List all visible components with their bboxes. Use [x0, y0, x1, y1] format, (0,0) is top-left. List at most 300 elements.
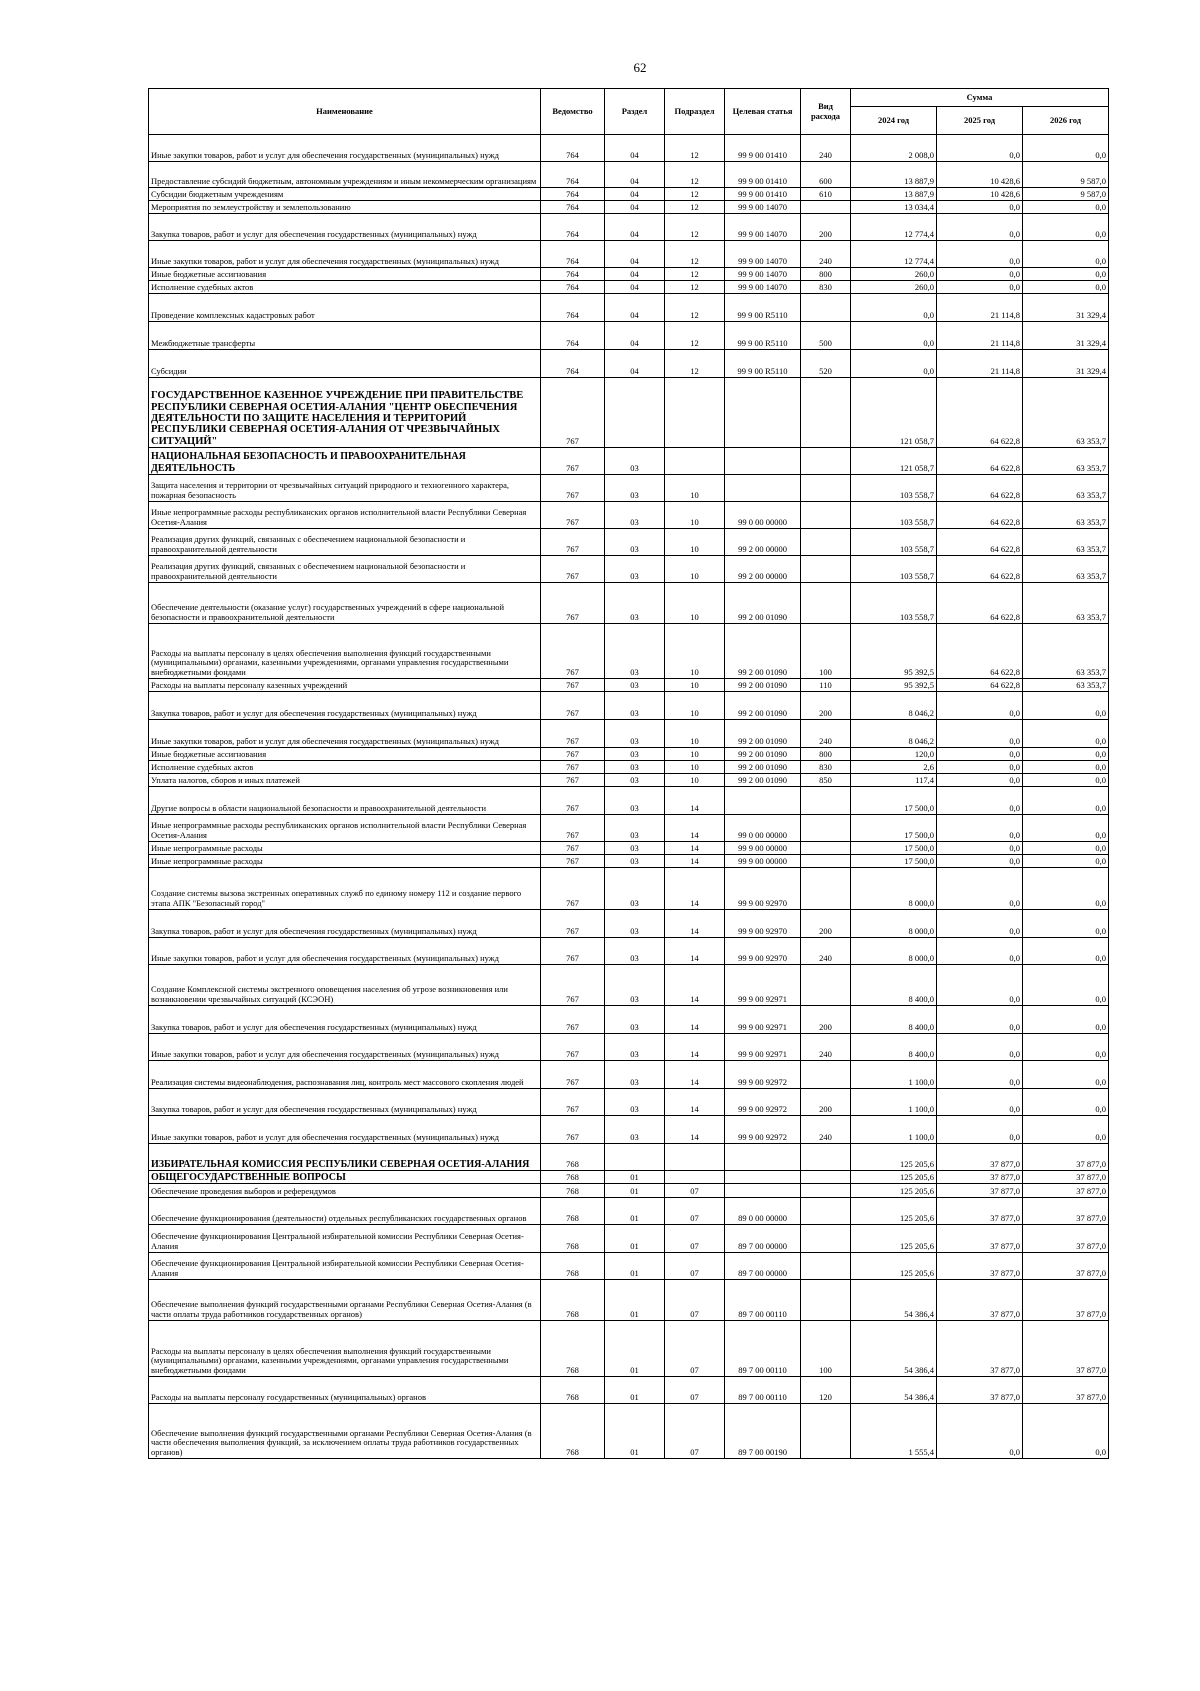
row-sum-2024: 17 500,0 — [851, 787, 937, 815]
row-sum-2024: 8 000,0 — [851, 910, 937, 938]
row-sum-2024: 8 046,2 — [851, 720, 937, 748]
row-vedomstvo: 767 — [541, 842, 605, 855]
row-vedomstvo: 764 — [541, 322, 605, 350]
row-podrazdel: 14 — [665, 910, 725, 938]
row-sum-2025: 0,0 — [937, 1404, 1023, 1459]
row-sum-2025: 64 622,8 — [937, 529, 1023, 556]
table-row — [149, 1225, 1109, 1253]
table-row — [149, 188, 1109, 201]
row-podrazdel: 12 — [665, 241, 725, 268]
row-podrazdel: 10 — [665, 502, 725, 529]
row-podrazdel: 10 — [665, 583, 725, 624]
row-vedomstvo: 767 — [541, 502, 605, 529]
row-podrazdel: 14 — [665, 787, 725, 815]
table-row — [149, 529, 1109, 556]
row-sum-2025: 37 877,0 — [937, 1377, 1023, 1404]
row-sum-2026: 37 877,0 — [1023, 1171, 1109, 1184]
row-vedomstvo: 767 — [541, 556, 605, 583]
row-sum-2025: 0,0 — [937, 965, 1023, 1006]
row-podrazdel: 14 — [665, 1034, 725, 1061]
row-sum-2024: 0,0 — [851, 322, 937, 350]
row-sum-2024: 1 100,0 — [851, 1089, 937, 1116]
row-sum-2026: 63 353,7 — [1023, 583, 1109, 624]
row-vedomstvo: 767 — [541, 1006, 605, 1034]
row-vedomstvo: 767 — [541, 1034, 605, 1061]
row-sum-2024: 103 558,7 — [851, 502, 937, 529]
row-sum-2025: 0,0 — [937, 761, 1023, 774]
table-row — [149, 692, 1109, 720]
row-vedomstvo: 767 — [541, 868, 605, 910]
row-celevaya-statya: 99 9 00 00000 — [725, 842, 801, 855]
row-razdel: 01 — [605, 1253, 665, 1280]
table-row — [149, 502, 1109, 529]
row-sum-2025: 0,0 — [937, 1061, 1023, 1089]
row-razdel: 01 — [605, 1280, 665, 1321]
header-2025: 2025 год — [937, 107, 1023, 135]
header-summa: Сумма — [851, 89, 1109, 107]
row-podrazdel: 14 — [665, 1061, 725, 1089]
row-sum-2026: 31 329,4 — [1023, 294, 1109, 322]
row-sum-2024: 8 000,0 — [851, 938, 937, 965]
table-row — [149, 350, 1109, 378]
row-sum-2025: 0,0 — [937, 774, 1023, 787]
row-sum-2026: 9 587,0 — [1023, 188, 1109, 201]
row-vedomstvo: 768 — [541, 1198, 605, 1225]
row-sum-2024: 121 058,7 — [851, 448, 937, 475]
row-sum-2024: 1 555,4 — [851, 1404, 937, 1459]
row-sum-2024: 12 774,4 — [851, 214, 937, 241]
row-name: Иные непрограммные расходы — [149, 855, 541, 868]
row-sum-2024: 8 046,2 — [851, 692, 937, 720]
row-celevaya-statya: 99 2 00 01090 — [725, 720, 801, 748]
row-vid-rashoda — [801, 378, 851, 448]
row-name: Обеспечение функционирования (деятельности) отдельных республиканских государственных органов — [149, 1198, 541, 1225]
row-name: Уплата налогов, сборов и иных платежей — [149, 774, 541, 787]
row-name: ИЗБИРАТЕЛЬНАЯ КОМИССИЯ РЕСПУБЛИКИ СЕВЕРНАЯ ОСЕТИЯ-АЛАНИЯ — [149, 1144, 541, 1171]
row-sum-2026: 0,0 — [1023, 268, 1109, 281]
row-sum-2026: 0,0 — [1023, 1006, 1109, 1034]
row-vedomstvo: 764 — [541, 268, 605, 281]
row-vid-rashoda — [801, 1171, 851, 1184]
row-vid-rashoda: 100 — [801, 624, 851, 679]
row-vedomstvo: 767 — [541, 965, 605, 1006]
row-vid-rashoda: 200 — [801, 692, 851, 720]
row-name: Субсидии бюджетным учреждениям — [149, 188, 541, 201]
row-podrazdel: 14 — [665, 855, 725, 868]
table-row — [149, 1089, 1109, 1116]
row-sum-2026: 63 353,7 — [1023, 502, 1109, 529]
row-vid-rashoda: 520 — [801, 350, 851, 378]
row-celevaya-statya: 99 9 00 R5110 — [725, 322, 801, 350]
row-vedomstvo: 767 — [541, 692, 605, 720]
row-vid-rashoda — [801, 855, 851, 868]
row-celevaya-statya — [725, 378, 801, 448]
row-podrazdel: 14 — [665, 842, 725, 855]
row-sum-2026: 63 353,7 — [1023, 556, 1109, 583]
table-row — [149, 624, 1109, 679]
row-celevaya-statya: 99 9 00 92971 — [725, 965, 801, 1006]
row-sum-2024: 13 887,9 — [851, 188, 937, 201]
table-row — [149, 475, 1109, 502]
row-name: Иные закупки товаров, работ и услуг для обеспечения государственных (муниципальных) нужд — [149, 720, 541, 748]
row-podrazdel: 07 — [665, 1404, 725, 1459]
row-name: Расходы на выплаты персоналу в целях обеспечения выполнения функций государственными (муниципальными) органами, казенными учреждениями, органами управления государственными внебюджетными фондами — [149, 624, 541, 679]
budget-table — [148, 88, 1109, 1459]
row-sum-2026: 0,0 — [1023, 281, 1109, 294]
row-vedomstvo: 764 — [541, 201, 605, 214]
row-vid-rashoda: 600 — [801, 162, 851, 188]
row-sum-2025: 0,0 — [937, 281, 1023, 294]
row-sum-2025: 0,0 — [937, 855, 1023, 868]
row-vedomstvo: 767 — [541, 1116, 605, 1144]
row-razdel: 03 — [605, 965, 665, 1006]
row-vid-rashoda: 850 — [801, 774, 851, 787]
row-podrazdel: 10 — [665, 692, 725, 720]
row-razdel: 04 — [605, 294, 665, 322]
row-celevaya-statya: 99 0 00 00000 — [725, 502, 801, 529]
row-sum-2026: 0,0 — [1023, 938, 1109, 965]
table-row — [149, 787, 1109, 815]
row-sum-2025: 37 877,0 — [937, 1321, 1023, 1377]
row-podrazdel: 10 — [665, 624, 725, 679]
row-sum-2025: 37 877,0 — [937, 1253, 1023, 1280]
row-vid-rashoda: 200 — [801, 1006, 851, 1034]
row-vid-rashoda: 100 — [801, 1321, 851, 1377]
row-razdel: 03 — [605, 448, 665, 475]
row-celevaya-statya — [725, 1171, 801, 1184]
row-sum-2026: 0,0 — [1023, 135, 1109, 162]
table-row — [149, 1116, 1109, 1144]
row-podrazdel — [665, 378, 725, 448]
row-vedomstvo: 764 — [541, 294, 605, 322]
row-vedomstvo: 767 — [541, 583, 605, 624]
row-razdel: 03 — [605, 1061, 665, 1089]
row-razdel: 03 — [605, 583, 665, 624]
row-name: Иные закупки товаров, работ и услуг для обеспечения государственных (муниципальных) нужд — [149, 1034, 541, 1061]
row-sum-2024: 54 386,4 — [851, 1377, 937, 1404]
table-row — [149, 162, 1109, 188]
table-row — [149, 583, 1109, 624]
row-razdel: 01 — [605, 1377, 665, 1404]
row-name: ОБЩЕГОСУДАРСТВЕННЫЕ ВОПРОСЫ — [149, 1171, 541, 1184]
row-celevaya-statya: 99 9 00 92971 — [725, 1034, 801, 1061]
table-row — [149, 1061, 1109, 1089]
row-sum-2026: 63 353,7 — [1023, 475, 1109, 502]
row-razdel — [605, 378, 665, 448]
row-sum-2026: 37 877,0 — [1023, 1280, 1109, 1321]
row-celevaya-statya — [725, 475, 801, 502]
row-razdel: 03 — [605, 1089, 665, 1116]
row-podrazdel: 07 — [665, 1184, 725, 1198]
row-name: Расходы на выплаты персоналу государственных (муниципальных) органов — [149, 1377, 541, 1404]
row-podrazdel — [665, 1171, 725, 1184]
row-celevaya-statya: 89 7 00 00110 — [725, 1377, 801, 1404]
row-vedomstvo: 767 — [541, 774, 605, 787]
row-sum-2024: 103 558,7 — [851, 475, 937, 502]
table-row — [149, 938, 1109, 965]
row-name: Иные закупки товаров, работ и услуг для обеспечения государственных (муниципальных) нужд — [149, 135, 541, 162]
row-sum-2026: 37 877,0 — [1023, 1198, 1109, 1225]
row-razdel: 03 — [605, 774, 665, 787]
header-vid-rashoda: Вид расхода — [801, 89, 851, 135]
row-celevaya-statya — [725, 1184, 801, 1198]
table-row — [149, 815, 1109, 842]
row-vedomstvo: 767 — [541, 679, 605, 692]
row-vedomstvo: 767 — [541, 378, 605, 448]
row-celevaya-statya: 99 9 00 01410 — [725, 135, 801, 162]
row-name: Обеспечение функционирования Центральной избирательной комиссии Республики Северная Осетия-Алания — [149, 1225, 541, 1253]
row-name: Обеспечение выполнения функций государственными органами Республики Северная Осетия-Алания (в части оплаты труда работников государственных органов) — [149, 1280, 541, 1321]
row-name: Иные бюджетные ассигнования — [149, 268, 541, 281]
row-vedomstvo: 767 — [541, 815, 605, 842]
table-row — [149, 868, 1109, 910]
row-razdel: 03 — [605, 720, 665, 748]
row-sum-2026: 0,0 — [1023, 1061, 1109, 1089]
row-name: НАЦИОНАЛЬНАЯ БЕЗОПАСНОСТЬ И ПРАВООХРАНИТЕЛЬНАЯ ДЕЯТЕЛЬНОСТЬ — [149, 448, 541, 475]
row-podrazdel: 07 — [665, 1198, 725, 1225]
row-celevaya-statya: 89 7 00 00000 — [725, 1253, 801, 1280]
row-sum-2026: 31 329,4 — [1023, 322, 1109, 350]
row-sum-2025: 10 428,6 — [937, 162, 1023, 188]
row-razdel: 01 — [605, 1321, 665, 1377]
row-vedomstvo: 764 — [541, 135, 605, 162]
row-sum-2025: 21 114,8 — [937, 294, 1023, 322]
row-vid-rashoda — [801, 1061, 851, 1089]
row-podrazdel: 14 — [665, 965, 725, 1006]
row-vid-rashoda: 200 — [801, 214, 851, 241]
row-sum-2025: 64 622,8 — [937, 378, 1023, 448]
row-sum-2025: 0,0 — [937, 1089, 1023, 1116]
row-name: Проведение комплексных кадастровых работ — [149, 294, 541, 322]
row-vid-rashoda: 240 — [801, 1034, 851, 1061]
row-vid-rashoda: 800 — [801, 748, 851, 761]
row-sum-2024: 120,0 — [851, 748, 937, 761]
row-sum-2025: 0,0 — [937, 201, 1023, 214]
table-row — [149, 1404, 1109, 1459]
row-razdel: 03 — [605, 855, 665, 868]
row-podrazdel: 14 — [665, 1116, 725, 1144]
row-vid-rashoda — [801, 583, 851, 624]
row-vedomstvo: 764 — [541, 350, 605, 378]
row-sum-2026: 0,0 — [1023, 855, 1109, 868]
row-vid-rashoda: 240 — [801, 720, 851, 748]
row-sum-2024: 95 392,5 — [851, 624, 937, 679]
row-razdel: 03 — [605, 502, 665, 529]
row-podrazdel: 14 — [665, 938, 725, 965]
row-sum-2026: 31 329,4 — [1023, 350, 1109, 378]
row-vedomstvo: 767 — [541, 761, 605, 774]
table-row — [149, 774, 1109, 787]
row-celevaya-statya: 89 7 00 00110 — [725, 1321, 801, 1377]
row-vid-rashoda: 240 — [801, 938, 851, 965]
row-celevaya-statya: 99 9 00 01410 — [725, 188, 801, 201]
row-vid-rashoda: 610 — [801, 188, 851, 201]
row-razdel: 03 — [605, 624, 665, 679]
row-sum-2025: 0,0 — [937, 787, 1023, 815]
row-name: Создание системы вызова экстренных оперативных служб по единому номеру 112 и создание первого этапа АПК "Безопасный город" — [149, 868, 541, 910]
row-vedomstvo: 768 — [541, 1253, 605, 1280]
table-row — [149, 294, 1109, 322]
row-name: Обеспечение проведения выборов и референдумов — [149, 1184, 541, 1198]
row-celevaya-statya: 99 9 00 01410 — [725, 162, 801, 188]
row-sum-2026: 9 587,0 — [1023, 162, 1109, 188]
row-sum-2025: 0,0 — [937, 1006, 1023, 1034]
row-sum-2024: 1 100,0 — [851, 1061, 937, 1089]
row-celevaya-statya: 99 9 00 14070 — [725, 281, 801, 294]
row-sum-2024: 8 400,0 — [851, 1034, 937, 1061]
row-vedomstvo: 768 — [541, 1377, 605, 1404]
row-razdel: 01 — [605, 1184, 665, 1198]
table-row — [149, 1198, 1109, 1225]
row-sum-2025: 64 622,8 — [937, 448, 1023, 475]
row-sum-2025: 21 114,8 — [937, 322, 1023, 350]
row-sum-2025: 0,0 — [937, 910, 1023, 938]
row-sum-2025: 0,0 — [937, 135, 1023, 162]
row-celevaya-statya: 89 7 00 00110 — [725, 1280, 801, 1321]
row-sum-2024: 0,0 — [851, 294, 937, 322]
page-number: 62 — [633, 60, 647, 75]
table-row — [149, 268, 1109, 281]
row-sum-2024: 95 392,5 — [851, 679, 937, 692]
row-vedomstvo: 764 — [541, 188, 605, 201]
row-razdel: 04 — [605, 162, 665, 188]
row-sum-2026: 0,0 — [1023, 720, 1109, 748]
row-sum-2024: 1 100,0 — [851, 1116, 937, 1144]
row-sum-2026: 0,0 — [1023, 910, 1109, 938]
row-podrazdel: 10 — [665, 679, 725, 692]
row-podrazdel: 14 — [665, 1089, 725, 1116]
row-sum-2025: 37 877,0 — [937, 1144, 1023, 1171]
row-razdel: 03 — [605, 692, 665, 720]
row-vid-rashoda — [801, 1280, 851, 1321]
row-vid-rashoda — [801, 201, 851, 214]
table-row — [149, 1280, 1109, 1321]
row-sum-2026: 0,0 — [1023, 965, 1109, 1006]
row-vid-rashoda: 240 — [801, 135, 851, 162]
row-sum-2025: 37 877,0 — [937, 1198, 1023, 1225]
row-name: ГОСУДАРСТВЕННОЕ КАЗЕННОЕ УЧРЕЖДЕНИЕ ПРИ ПРАВИТЕЛЬСТВЕ РЕСПУБЛИКИ СЕВЕРНАЯ ОСЕТИЯ-АЛАНИЯ "ЦЕНТР ОБЕСПЕЧЕНИЯ ДЕЯТЕЛЬНОСТИ ПО ЗАЩИТЕ НАСЕЛЕНИЯ И ТЕРРИТОРИЙ РЕСПУБЛИКИ СЕВЕРНАЯ ОСЕТИЯ-АЛАНИЯ ОТ ЧРЕЗВЫЧАЙНЫХ СИТУАЦИЙ" — [149, 378, 541, 448]
row-podrazdel: 07 — [665, 1321, 725, 1377]
row-sum-2026: 63 353,7 — [1023, 624, 1109, 679]
row-celevaya-statya: 89 0 00 00000 — [725, 1198, 801, 1225]
row-celevaya-statya: 99 2 00 01090 — [725, 624, 801, 679]
table-row — [149, 448, 1109, 475]
row-podrazdel: 14 — [665, 815, 725, 842]
row-vedomstvo: 768 — [541, 1144, 605, 1171]
row-vid-rashoda: 110 — [801, 679, 851, 692]
row-podrazdel: 10 — [665, 774, 725, 787]
row-podrazdel: 10 — [665, 720, 725, 748]
row-sum-2024: 103 558,7 — [851, 529, 937, 556]
row-name: Закупка товаров, работ и услуг для обеспечения государственных (муниципальных) нужд — [149, 214, 541, 241]
row-celevaya-statya: 99 2 00 00000 — [725, 556, 801, 583]
row-sum-2026: 37 877,0 — [1023, 1321, 1109, 1377]
row-sum-2024: 125 205,6 — [851, 1144, 937, 1171]
row-sum-2025: 0,0 — [937, 1034, 1023, 1061]
row-sum-2025: 0,0 — [937, 214, 1023, 241]
row-sum-2025: 0,0 — [937, 842, 1023, 855]
row-name: Создание Комплексной системы экстренного оповещения населения об угрозе возникновения или возникновении чрезвычайных ситуаций (КСЭОН) — [149, 965, 541, 1006]
row-name: Межбюджетные трансферты — [149, 322, 541, 350]
row-sum-2025: 0,0 — [937, 692, 1023, 720]
row-celevaya-statya: 99 9 00 92970 — [725, 910, 801, 938]
table-row — [149, 322, 1109, 350]
row-podrazdel: 10 — [665, 529, 725, 556]
row-podrazdel: 12 — [665, 135, 725, 162]
row-sum-2024: 260,0 — [851, 281, 937, 294]
row-sum-2026: 0,0 — [1023, 241, 1109, 268]
row-vedomstvo: 768 — [541, 1171, 605, 1184]
row-name: Мероприятия по землеустройству и землепользованию — [149, 201, 541, 214]
row-name: Иные непрограммные расходы республиканских органов исполнительной власти Республики Северная Осетия-Алания — [149, 502, 541, 529]
row-celevaya-statya: 99 9 00 00000 — [725, 855, 801, 868]
row-sum-2024: 0,0 — [851, 350, 937, 378]
table-row — [149, 241, 1109, 268]
row-vedomstvo: 767 — [541, 720, 605, 748]
row-vid-rashoda — [801, 868, 851, 910]
row-vedomstvo: 768 — [541, 1280, 605, 1321]
table-row — [149, 201, 1109, 214]
row-vid-rashoda — [801, 529, 851, 556]
row-sum-2026: 0,0 — [1023, 1404, 1109, 1459]
row-name: Реализация системы видеонаблюдения, распознавания лиц, контроль мест массового скопления людей — [149, 1061, 541, 1089]
row-vedomstvo: 764 — [541, 162, 605, 188]
row-name: Реализация других функций, связанных с обеспечением национальной безопасности и правоохранительной деятельности — [149, 556, 541, 583]
table-row — [149, 1184, 1109, 1198]
row-podrazdel: 14 — [665, 868, 725, 910]
row-vid-rashoda: 200 — [801, 910, 851, 938]
table-row — [149, 135, 1109, 162]
row-name: Другие вопросы в области национальной безопасности и правоохранительной деятельности — [149, 787, 541, 815]
row-sum-2024: 125 205,6 — [851, 1198, 937, 1225]
header-podrazdel: Подраздел — [665, 89, 725, 135]
row-razdel: 03 — [605, 529, 665, 556]
row-sum-2026: 0,0 — [1023, 692, 1109, 720]
row-sum-2026: 0,0 — [1023, 787, 1109, 815]
row-name: Закупка товаров, работ и услуг для обеспечения государственных (муниципальных) нужд — [149, 910, 541, 938]
row-podrazdel: 14 — [665, 1006, 725, 1034]
row-celevaya-statya: 99 2 00 01090 — [725, 583, 801, 624]
row-vid-rashoda — [801, 1144, 851, 1171]
table-row — [149, 1144, 1109, 1171]
row-sum-2026: 37 877,0 — [1023, 1144, 1109, 1171]
row-podrazdel: 07 — [665, 1225, 725, 1253]
row-vedomstvo: 768 — [541, 1225, 605, 1253]
row-sum-2024: 8 000,0 — [851, 868, 937, 910]
row-podrazdel: 10 — [665, 556, 725, 583]
row-sum-2024: 117,4 — [851, 774, 937, 787]
row-sum-2026: 37 877,0 — [1023, 1377, 1109, 1404]
header-celevaya-statya: Целевая статья — [725, 89, 801, 135]
row-vid-rashoda — [801, 556, 851, 583]
row-razdel: 04 — [605, 241, 665, 268]
row-celevaya-statya — [725, 1144, 801, 1171]
row-vid-rashoda — [801, 787, 851, 815]
row-sum-2025: 0,0 — [937, 268, 1023, 281]
row-sum-2025: 64 622,8 — [937, 679, 1023, 692]
row-vedomstvo: 764 — [541, 281, 605, 294]
row-sum-2024: 2,6 — [851, 761, 937, 774]
row-sum-2026: 0,0 — [1023, 748, 1109, 761]
row-sum-2025: 0,0 — [937, 938, 1023, 965]
row-razdel — [605, 1144, 665, 1171]
row-razdel: 04 — [605, 214, 665, 241]
row-sum-2026: 37 877,0 — [1023, 1253, 1109, 1280]
table-row — [149, 855, 1109, 868]
row-sum-2024: 103 558,7 — [851, 556, 937, 583]
row-sum-2026: 37 877,0 — [1023, 1225, 1109, 1253]
row-sum-2024: 103 558,7 — [851, 583, 937, 624]
